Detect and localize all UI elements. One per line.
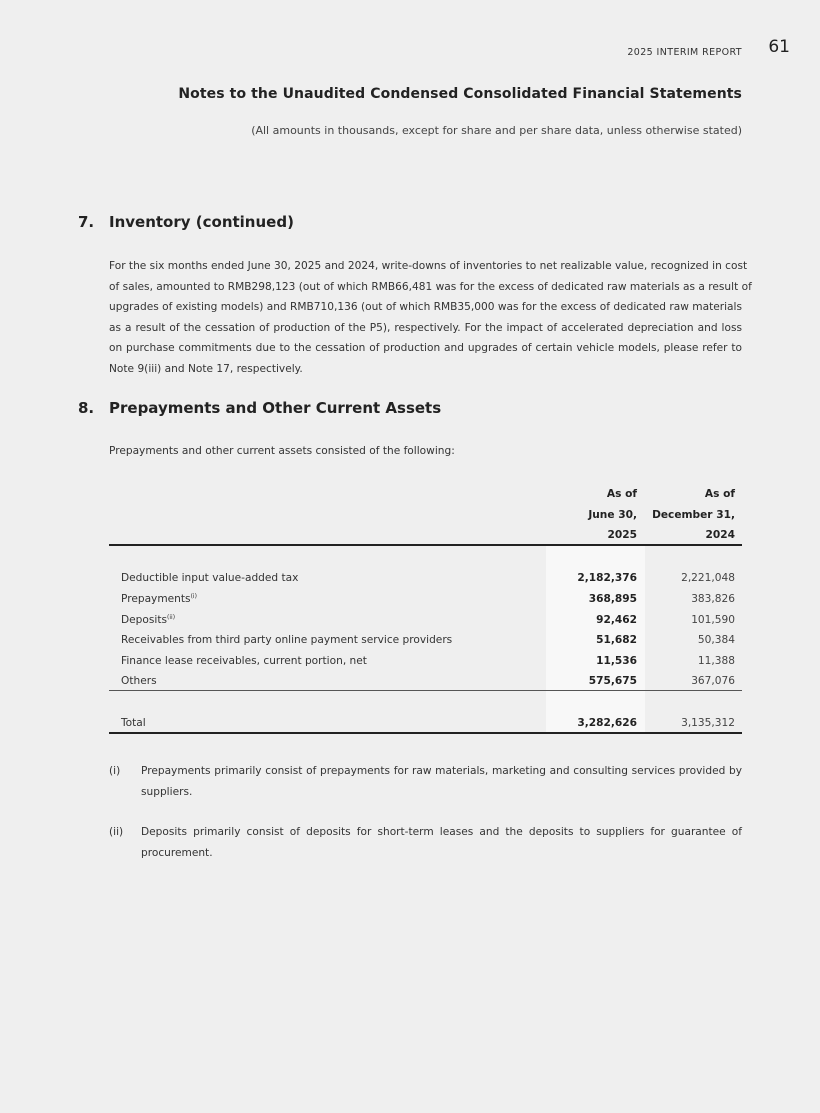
table-total-label: Total xyxy=(121,717,146,729)
table-cell-2025: 51,682 xyxy=(596,634,637,646)
table-cell-2025: 368,895 xyxy=(588,593,637,605)
table-row-label: Finance lease receivables, current portion, net xyxy=(121,655,367,667)
notes-title: Notes to the Unaudited Condensed Consolidated Financial Statements xyxy=(178,86,742,102)
table-cell-2025: 2,182,376 xyxy=(577,572,637,584)
table-cell-2024: 101,590 xyxy=(691,614,735,626)
report-title: 2025 INTERIM REPORT xyxy=(627,47,742,58)
table-intro: Prepayments and other current assets consisted of the following: xyxy=(109,445,455,457)
footnote-ref: (ii) xyxy=(167,614,176,621)
footnote-line: suppliers. xyxy=(141,785,193,798)
column-header-line: As of xyxy=(704,488,735,500)
column-header-line: As of xyxy=(606,488,637,500)
table-total-2025: 3,282,626 xyxy=(577,717,637,729)
column-header-line: 2024 xyxy=(705,529,735,542)
table-subtotal-rule xyxy=(109,690,742,691)
footnote-mark: (ii) xyxy=(109,826,124,838)
footnote-line: Prepayments primarily consist of prepayments for raw materials, marketing and consulting services provided by xyxy=(141,765,742,777)
table-cell-2024: 367,076 xyxy=(691,675,735,687)
section-8-title: Prepayments and Other Current Assets xyxy=(109,399,442,417)
table-cell-2025: 92,462 xyxy=(596,614,637,626)
table-row-label: Others xyxy=(121,675,157,687)
paragraph-line: upgrades of existing models) and RMB710,136 (out of which RMB35,000 was for the excess of dedicated raw materials xyxy=(109,301,742,314)
table-row-label: Prepayments$^{(i)}$ xyxy=(121,593,197,605)
table-cell-2025: 11,536 xyxy=(596,655,637,667)
notes-subtitle: (All amounts in thousands, except for share and per share data, unless otherwise stated) xyxy=(251,124,742,137)
column-header-2025 xyxy=(588,484,637,546)
paragraph-line: as a result of the cessation of production of the P5), respectively. For the impact of accelerated depreciation and loss xyxy=(109,321,742,334)
table-cell-2024: 383,826 xyxy=(691,593,735,605)
table-row-label: Deductible input value-added tax xyxy=(121,572,299,584)
section-7-paragraph xyxy=(109,256,752,380)
footnote-line: Deposits primarily consist of deposits for short-term leases and the deposits to suppliers for guarantee of xyxy=(141,826,742,838)
table-row-label: Receivables from third party online payment service providers xyxy=(121,634,453,646)
footnote-line: procurement. xyxy=(141,846,213,859)
paragraph-line: For the six months ended June 30, 2025 and 2024, write-downs of inventories to net realizable value, recognized in cost xyxy=(109,260,748,272)
paragraph-line: Note 9(iii) and Note 17, respectively. xyxy=(109,362,303,375)
paragraph-line: on purchase commitments due to the cessation of production and upgrades of certain vehicle models, please refer to xyxy=(109,342,742,355)
footnote-mark: (i) xyxy=(109,765,121,777)
paragraph-line: of sales, amounted to RMB298,123 (out of which RMB66,481 was for the excess of dedicated raw materials as a result of xyxy=(109,280,752,293)
table-cell-2025: 575,675 xyxy=(588,675,637,687)
section-8-number: 8. xyxy=(78,399,95,417)
footnote-text xyxy=(141,761,742,802)
table-total-2024: 3,135,312 xyxy=(681,717,735,729)
table-cell-2024: 50,384 xyxy=(697,634,735,646)
footnote-text xyxy=(141,822,742,863)
table-bottom-rule xyxy=(109,732,742,734)
column-header-line: 2025 xyxy=(607,529,637,542)
footnote-ref: (i) xyxy=(190,593,197,600)
table-row-label: Deposits$^{(ii)}$ xyxy=(121,614,176,626)
table-cell-2024: 11,388 xyxy=(697,655,735,667)
page-number: 61 xyxy=(768,37,790,57)
column-header-line: June 30, xyxy=(588,508,637,521)
table-top-rule xyxy=(109,544,742,546)
section-7-title: Inventory (continued) xyxy=(109,213,294,231)
column-header-line: December 31, xyxy=(652,508,735,521)
table-cell-2024: 2,221,048 xyxy=(681,572,735,584)
section-7-number: 7. xyxy=(78,213,95,231)
column-header-2024 xyxy=(652,484,735,546)
